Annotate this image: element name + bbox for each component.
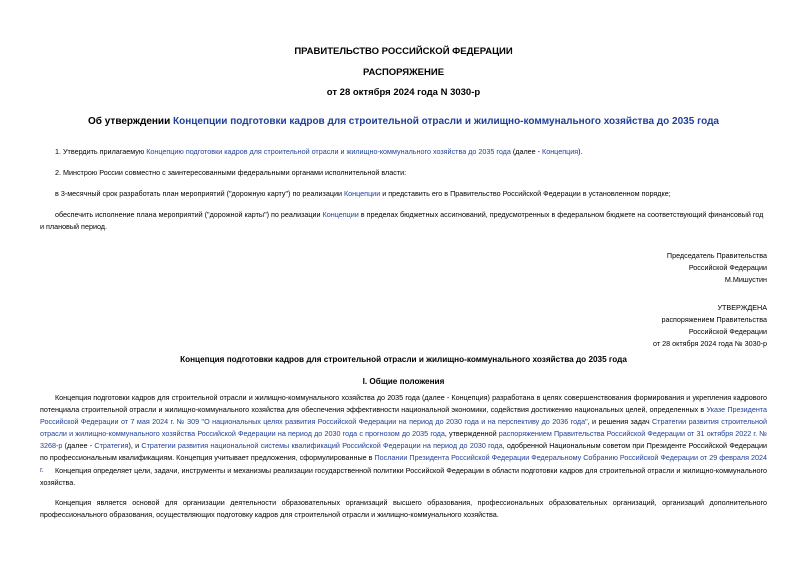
c1-text-d: (далее -	[62, 441, 95, 450]
p1-text-c: ).	[578, 147, 583, 156]
p3-text-b: и представить его в Правительство Российской Федерации в установленном порядке;	[380, 189, 671, 198]
concept-link-p4[interactable]: Концепции	[322, 210, 359, 219]
c1-text-f: , одобренной Национальным советом при Президенте Российской Федерации по профессиональным квалификациям. Концепция учитывает предложения, сформулированные в	[40, 441, 767, 462]
concept-link[interactable]: Концепцию подготовки кадров для строительной отрасли и жилищно-коммунального хозяйства до 2035 года	[146, 147, 511, 156]
approval-line-2: распоряжением Правительства	[661, 315, 767, 324]
signature-line-1: Председатель Правительства	[666, 251, 767, 260]
p4-text-a: обеспечить исполнение плана мероприятий ("дорожной карты") по реализации	[55, 210, 323, 219]
p1-text-a: 1. Утвердить прилагаемую	[55, 147, 147, 156]
paragraph-2: 2. Минстрою России совместно с заинтересованными федеральными органами исполнительной власти:	[55, 168, 407, 177]
decree-link[interactable]: Указе Президента Российской Федерации от 7 мая 2024 г. № 309 "О национальных целях развития Российской Федерации на период до 2030 года и на перспективу до 2036 года"	[40, 405, 768, 426]
concept-paragraph-3: Концепция является основой для организации деятельности образовательных организаций высшего образования, профессиональных образовательных организаций, организаций дополнительного профессионального образования, осуществляющих подготовку кадров для строительной отрасли и жилищно-коммунального хозяйства.	[40, 498, 767, 519]
concept-title-link[interactable]: Концепции подготовки кадров для строительной отрасли и жилищно-коммунального хозяйства до 2035 года	[173, 116, 719, 127]
concept-heading: Концепция подготовки кадров для строительной отрасли и жилищно-коммунального хозяйства до 2035 года	[180, 355, 627, 364]
government-header: ПРАВИТЕЛЬСТВО РОССИЙСКОЙ ФЕДЕРАЦИИ	[294, 46, 513, 57]
concept-paragraph-1	[40, 392, 767, 476]
approval-line-3: Российской Федерации	[688, 327, 767, 336]
p4-text-b: в пределах бюджетных ассигнований, предусмотренных в федеральном бюджете на соответствующий финансовый год и плановый период.	[40, 210, 764, 231]
section-heading: I. Общие положения	[362, 377, 445, 386]
title-prefix: Об утверждении	[88, 116, 173, 127]
c1-text-c: , утвержденной	[444, 429, 499, 438]
c1-text-b: , и решения задач	[587, 417, 652, 426]
document-title	[0, 116, 807, 127]
signature-name: М.Мишустин	[724, 275, 767, 284]
strategy-short-link[interactable]: Стратегия	[94, 441, 129, 450]
signature-block	[667, 250, 767, 286]
document-date-number: от 28 октября 2024 года N 3030-р	[326, 87, 481, 98]
approval-line-1: УТВЕРЖДЕНА	[717, 303, 767, 312]
signature-line-2: Российской Федерации	[688, 263, 767, 272]
paragraph-3	[40, 188, 767, 200]
c1-text-a: Концепция подготовки кадров для строительной отрасли и жилищно-коммунального хозяйства до 2035 года (далее - Концепция) разработана в целях совершенствования формирования и укрепления кадрового потенциала строительной отрасли и жилищно-коммунального хозяйства для обеспечения эффективности национальной экономики, содействия достижению национальных целей, определенных в	[40, 393, 767, 414]
c1-text-e: ), и	[128, 441, 142, 450]
concept-paragraph-2: Концепция определяет цели, задачи, инструменты и механизмы реализации государственной политики Российской Федерации в области подготовки кадров для строительной отрасли и жилищно-коммунального хозяйства.	[40, 466, 767, 487]
approval-line-4: от 28 октября 2024 года № 3030-р	[652, 339, 767, 348]
approval-block	[653, 302, 767, 350]
paragraph-4	[40, 209, 767, 233]
strategy-link[interactable]: Стратегии развития строительной отрасли и жилищно-коммунального хозяйства Российской Федерации на период до 2030 года с прогнозом до 2035 года	[40, 417, 767, 438]
p3-text-a: в 3-месячный срок разработать план мероприятий ("дорожную карту") по реализации	[55, 189, 344, 198]
paragraph-1	[40, 146, 767, 158]
concept-link-p3[interactable]: Концепции	[343, 189, 381, 198]
qualification-strategy-link[interactable]: Стратегии развития национальной системы квалификаций Российской Федерации на период до 2030 года	[141, 441, 503, 450]
p1-text-b: (далее -	[510, 147, 543, 156]
document-type: РАСПОРЯЖЕНИЕ	[362, 67, 445, 78]
order-link[interactable]: распоряжением Правительства Российской Федерации от 31 октября 2022 г. № 3268-р	[40, 429, 768, 450]
president-address-link[interactable]: Послании Президента Российской Федерации Федеральному Собранию Российской Федерации от 29 февраля 2024 г.	[40, 453, 767, 474]
concept-short-link[interactable]: Концепция	[542, 147, 579, 156]
